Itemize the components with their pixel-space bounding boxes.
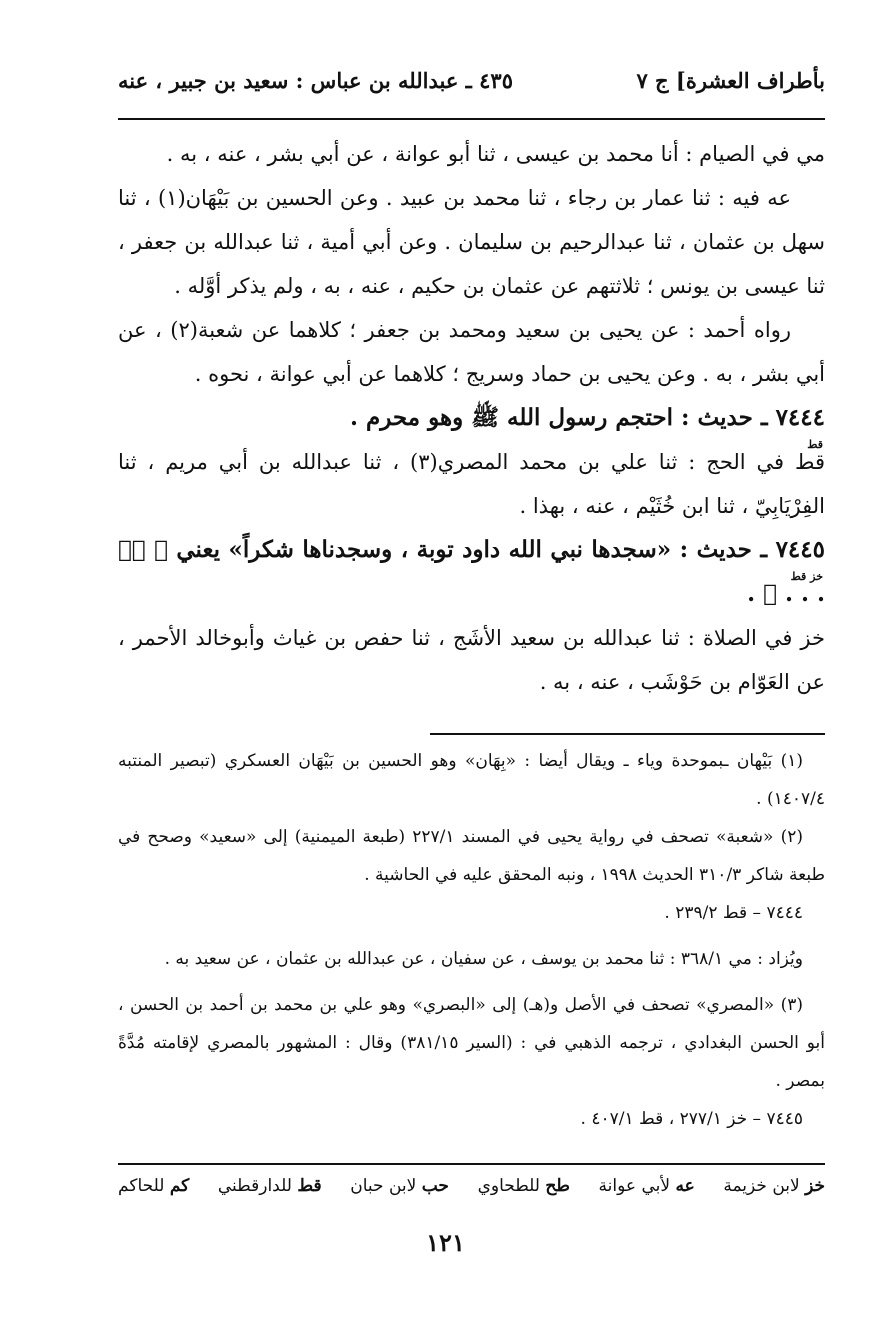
footnote: (٣) «المصري» تصحف في الأصل و(هـ) إلى «البصري» وهو علي بن محمد بن أحمد بن الحسن ، أبو الحسن البغدادي ، ترجمه الذهبي في : (السير ٣٨١/١٥) وقال : المشهور بالمصري لإقامته مُدَّةً بمصر . xyxy=(118,995,826,1091)
abbreviation: عه لأبي عوانة xyxy=(598,1176,695,1196)
abbreviation: طح للطحاوي xyxy=(477,1176,570,1196)
hadith-7444-title: ٧٤٤٤ ـ حديث : احتجم رسول الله ﷺ وهو محرم . xyxy=(349,404,825,431)
abbreviation: قط للدارقطني xyxy=(217,1176,322,1196)
paragraph: رواه أحمد : عن يحيى بن سعيد ومحمد بن جعفر ؛ كلاهما عن شعبة(٢) ، عن أبي بشر ، به . وعن يحيى بن حماد وسريج ؛ كلاهما عن أبي عوانة ، نحوه . xyxy=(118,318,825,386)
header-section-title: ٤٣٥ ـ عبدالله بن عباس : سعيد بن جبير ، عنه xyxy=(118,68,513,93)
hadith-7444-text: قط في الحج : ثنا علي بن محمد المصري(٣) ، ثنا عبدالله بن أبي مريم ، ثنا الفِرْيَابِيّ ، ثنا ابن خُثَيْم ، عنه ، بهذا . xyxy=(118,450,825,518)
header-book-title: بأطراف العشرة] ج ٧ xyxy=(636,68,825,93)
abbreviation: خز لابن خزيمة xyxy=(723,1176,825,1196)
footnote: ٧٤٤٤ – قط ٢٣٩/٢ . xyxy=(664,903,803,923)
main-text xyxy=(118,132,825,704)
footnote: ٧٤٤٥ – خز ٢٧٧/١ ، قط ٤٠٧/١ . xyxy=(580,1109,803,1129)
header-rule xyxy=(118,118,825,120)
footnote: (٢) «شعبة» تصحف في رواية يحيى في المسند ٢٢٧/١ (طبعة الميمنية) إلى «سعيد» وصحح في طبعة شاكر ٣١٠/٣ الحديث ١٩٩٨ ، ونبه المحقق عليه في الحاشية . xyxy=(118,827,825,885)
running-header xyxy=(118,62,825,102)
page-number: ١٢١ xyxy=(426,1228,465,1257)
hadith-7444-sigla: قط xyxy=(807,438,823,451)
footnote: (١) بَيْهان ـبموحدة وياء ـ ويقال أيضا : «بِهَان» وهو الحسين بن بَيْهَان العسكري (تبصير المنتبه ١٤٠٧/٤) . xyxy=(118,751,825,809)
footnotes xyxy=(118,742,825,1138)
footnote: ويُزاد : مي ٣٦٨/١ : ثنا محمد بن يوسف ، عن سفيان ، عن عبدالله بن عثمان ، عن سعيد به . xyxy=(164,949,803,969)
abbreviations-key xyxy=(118,1176,825,1196)
hadith-7445-text: خز في الصلاة : ثنا عبدالله بن سعيد الأشَج ، ثنا حفص بن غياث وأبوخالد الأحمر ، عن العَوّام بن حَوْشَب ، عنه ، به . xyxy=(118,626,825,694)
abbreviations-rule xyxy=(118,1163,825,1165)
abbreviation: حب لابن حبان xyxy=(350,1176,449,1196)
hadith-7445-sigla: خز قط xyxy=(790,570,823,583)
hadith-7445-title: ٧٤٤٥ ـ حديث : «سجدها نبي الله داود توبة ، وسجدناها شكراً» يعني ﴿ صۤ . . . ﴾ . xyxy=(118,536,825,607)
paragraph: مي في الصيام : أنا محمد بن عيسى ، ثنا أبو عوانة ، عن أبي بشر ، عنه ، به . xyxy=(166,142,825,166)
footnote-rule xyxy=(430,733,825,735)
paragraph: عه فيه : ثنا عمار بن رجاء ، ثنا محمد بن عبيد . وعن الحسين بن بَيْهَان(١) ، ثنا سهل بن عثمان ، ثنا عبدالرحيم بن سليمان . وعن أبي أمية ، ثنا عبدالله بن جعفر ، ثنا عيسى بن يونس ؛ ثلاثتهم عن عثمان بن حكيم ، عنه ، به ، ولم يذكر أوَّله . xyxy=(118,186,825,298)
abbreviation: كم للحاكم xyxy=(118,1176,190,1196)
